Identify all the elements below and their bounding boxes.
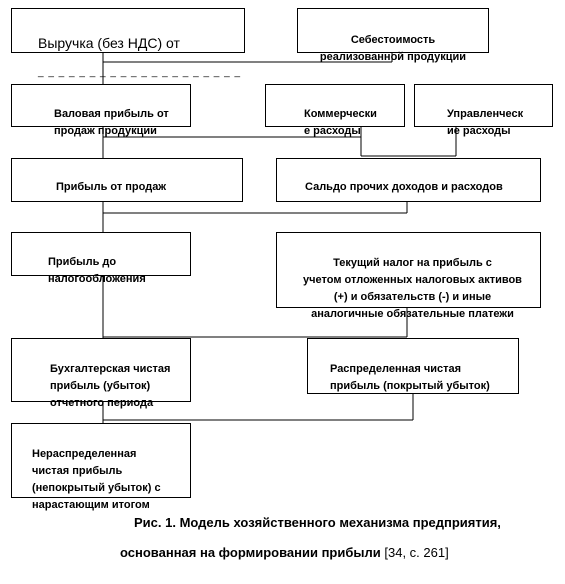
box-pretax-profit-text: Прибыль до налогообложения — [48, 256, 146, 285]
figure-caption-title: Рис. 1. Модель хозяйственного механизма предприятия, — [134, 515, 501, 530]
box-retained-text: Нераспределенная чистая прибыль (непокрытый убыток) с нарастающим итогом — [32, 448, 161, 511]
box-gross-profit — [11, 84, 191, 137]
box-pretax-profit — [11, 232, 191, 285]
figure-caption-title-cont: основанная на формировании прибыли — [120, 545, 381, 560]
box-retained — [11, 423, 191, 511]
box-revenue — [11, 8, 245, 78]
figure-caption-line1 — [134, 515, 501, 530]
box-sales-profit-text: Прибыль от продаж — [56, 181, 167, 193]
box-cost — [297, 8, 489, 63]
box-other-balance — [276, 158, 541, 202]
box-commercial — [265, 84, 405, 137]
box-admin — [414, 84, 553, 137]
box-sales-profit — [11, 158, 243, 202]
box-cost-text: Себестоимость реализованной продукции — [319, 34, 467, 63]
box-current-tax-text: Текущий налог на прибыль с учетом отложенных налоговых активов (+) и обязательств (-) и иные аналогичные обязательные платежи — [303, 257, 522, 320]
box-net-profit — [11, 338, 191, 409]
figure-caption-line2 — [120, 545, 449, 560]
box-distributed-text: Распределенная чистая прибыль (покрытый убыток) — [330, 363, 490, 392]
box-revenue-text: Выручка (без НДС) от — [38, 35, 180, 51]
box-gross-profit-text: Валовая прибыль от продаж продукции — [54, 108, 169, 137]
box-current-tax — [276, 232, 541, 320]
box-net-profit-text: Бухгалтерская чистая прибыль (убыток) отчетного периода — [50, 363, 171, 409]
box-revenue-dots: _ _ _ _ _ _ _ _ _ _ _ _ _ _ _ _ _ _ _ _ — [38, 67, 242, 78]
box-commercial-text: Коммерчески е расходы — [304, 108, 377, 137]
box-admin-text: Управленческ ие расходы — [447, 108, 524, 137]
figure-caption-source: [34, с. 261] — [384, 545, 449, 560]
box-other-balance-text: Сальдо прочих доходов и расходов — [305, 181, 503, 193]
box-distributed — [307, 338, 519, 394]
